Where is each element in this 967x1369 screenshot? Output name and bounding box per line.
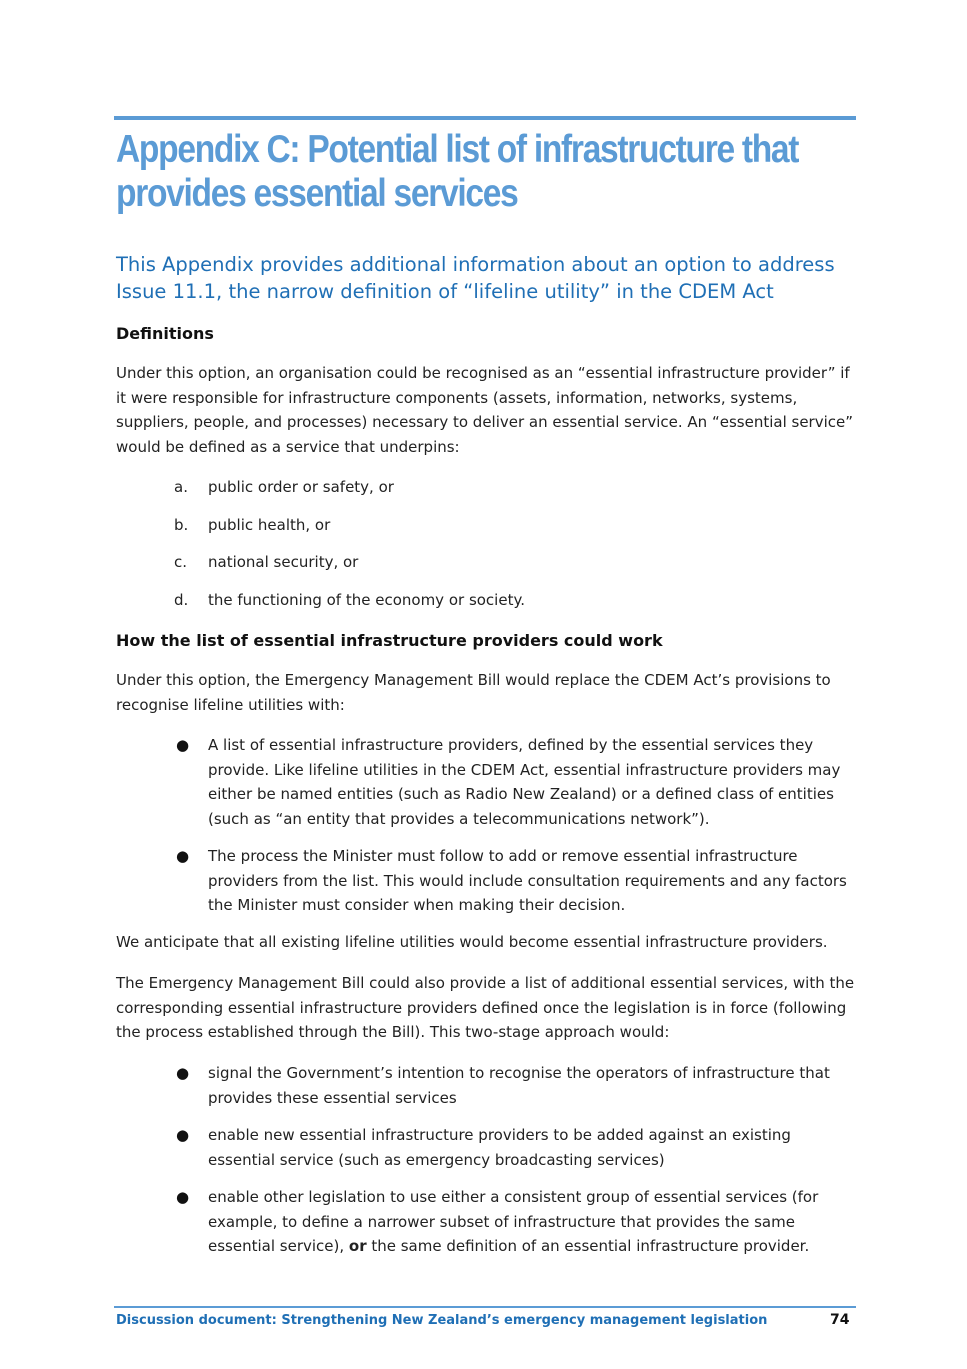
bold-or: or — [348, 1237, 367, 1255]
list-item: signal the Government’s intention to recognise the operators of infrastructure that provides these essential services — [208, 1064, 830, 1107]
list-marker: c. — [174, 553, 188, 571]
list-item: enable new essential infrastructure providers to be added against an existing essential service (such as emergency broadcasting services) — [208, 1126, 791, 1169]
list-item: national security, or — [208, 553, 359, 571]
list-item — [208, 1185, 856, 1259]
list-item: public health, or — [208, 516, 331, 534]
two-stage-paragraph: The Emergency Management Bill could also provide a list of additional essential services, with the corresponding essential infrastructure providers defined once the legislation is in force (following the process established through the Bill). This two-stage approach would: — [116, 974, 855, 1041]
list-marker: b. — [174, 516, 189, 534]
definitions-paragraph: Under this option, an organisation could be recognised as an “essential infrastructure provider” if it were responsible for infrastructure components (assets, information, networks, systems, suppliers, people, and processes) necessary to deliver an essential service. An “essential service” would be defined as a service that underpins: — [116, 364, 853, 456]
intro-text: This Appendix provides additional information about an option to address Issue 11.1, the narrow definition of “lifeline utility” in the CDEM Act — [116, 253, 835, 303]
list-marker: d. — [174, 591, 189, 609]
list-item: The process the Minister must follow to add or remove essential infrastructure providers from the list. This would include consultation requirements and any factors the Minister must consider when making their decision. — [208, 847, 847, 914]
footer-text: Discussion document: Strengthening New Zealand’s emergency management legislation — [116, 1313, 768, 1328]
list-item: the functioning of the economy or society. — [208, 591, 525, 609]
bullet-icon: ● — [176, 736, 190, 754]
definitions-heading: Definitions — [116, 324, 214, 343]
bullet-icon: ● — [176, 847, 190, 865]
list-item: public order or safety, or — [208, 478, 394, 496]
top-divider — [114, 116, 856, 120]
page-number: 74 — [830, 1312, 850, 1328]
list-item: A list of essential infrastructure providers, defined by the essential services they provide. Like lifeline utilities in the CDEM Act, essential infrastructure providers may either be named entities (such as Radio New Zealand) or a defined class of entities (such as “an entity that provides a telecommunications network”). — [208, 736, 841, 828]
bullet-icon: ● — [176, 1064, 190, 1082]
how-list-paragraph: Under this option, the Emergency Management Bill would replace the CDEM Act’s provisions to recognise lifeline utilities with: — [116, 671, 831, 714]
page-title: Appendix C: Potential list of infrastructure that provides essential services — [116, 128, 799, 215]
list-marker: a. — [174, 478, 188, 496]
footer-divider — [114, 1306, 856, 1308]
bullet-icon: ● — [176, 1188, 190, 1206]
bullet-text: the same definition of an essential infrastructure provider. — [366, 1237, 810, 1255]
how-list-heading: How the list of essential infrastructure providers could work — [116, 631, 663, 650]
bullet-text: enable other legislation to use either a consistent group of essential services (for example, to define a narrower subset of infrastructure that provides the same essential service), — [208, 1188, 819, 1255]
anticipate-paragraph: We anticipate that all existing lifeline utilities would become essential infrastructure providers. — [116, 933, 828, 951]
bullet-icon: ● — [176, 1126, 190, 1144]
